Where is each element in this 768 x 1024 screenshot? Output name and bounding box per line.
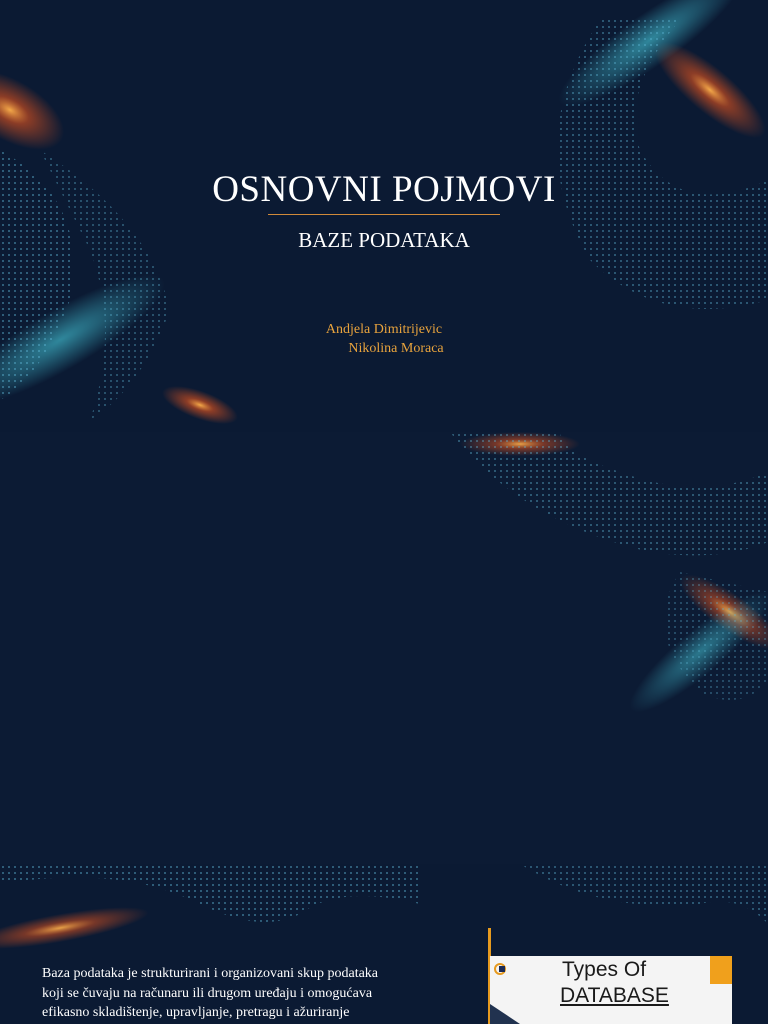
author-name: Andjela Dimitrijevic xyxy=(325,322,443,337)
contents-slide xyxy=(0,432,768,864)
types-of-database-image xyxy=(490,956,732,1024)
definition-text xyxy=(42,964,472,1023)
company-logo-icon xyxy=(494,962,538,976)
text-line: efikasno skladištenje, upravljanje, pretragu i ažuriranje xyxy=(42,1005,350,1020)
slide1-background-art xyxy=(0,0,768,432)
title-divider xyxy=(268,214,500,215)
orange-corner-shape xyxy=(710,956,732,984)
author-name: Nikolina Moraca xyxy=(348,341,444,356)
slide-subtitle: BAZE PODATAKA xyxy=(298,228,470,252)
title-slide xyxy=(0,0,768,432)
database-label: DATABASE xyxy=(560,984,669,1007)
slide2-background-art xyxy=(0,432,768,864)
types-of-label: Types Of xyxy=(562,958,647,981)
text-line: koji se čuvaju na računaru ili drugom uređaju i omogućava xyxy=(42,985,373,1001)
text-line: Baza podataka je strukturirani i organizovani skup podataka xyxy=(42,966,379,981)
slide-title: OSNOVNI POJMOVI xyxy=(212,169,556,210)
dark-corner-shape xyxy=(490,1004,520,1024)
authors xyxy=(0,320,768,358)
